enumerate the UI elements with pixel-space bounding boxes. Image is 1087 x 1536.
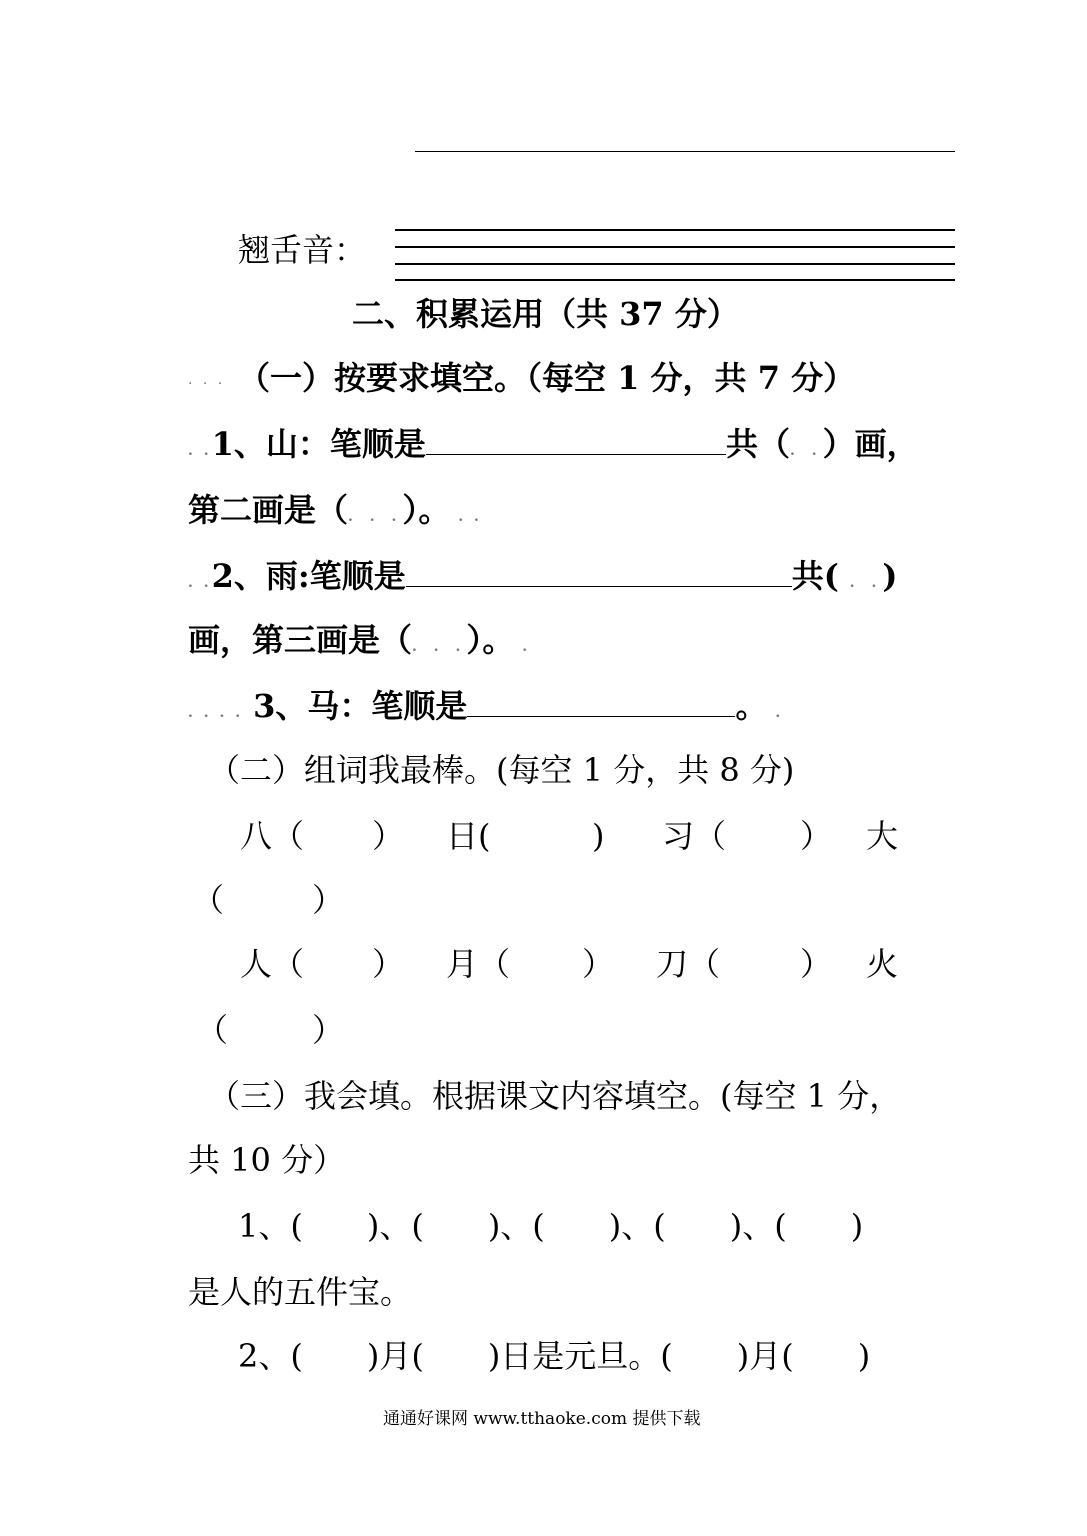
top-rule	[415, 151, 955, 152]
word-row-2-a: 人（	[240, 945, 305, 983]
word-row-1-f: ）	[800, 817, 833, 855]
question-1-line-2	[188, 490, 482, 537]
part3-q1: 1、( )、( )、( )、( )、( )	[238, 1207, 864, 1245]
word-row-1-a: 八（	[240, 817, 305, 855]
question-2-line-2	[188, 620, 530, 667]
part2-heading: （二）组词我最棒。(每空 1 分，共 8 分)	[208, 751, 795, 789]
answer-line-2	[395, 246, 955, 248]
q1-num: 1、	[211, 425, 266, 463]
q3-char: 马：	[307, 687, 372, 725]
q1-line2b: ）。	[402, 491, 451, 529]
word-row-2-c: 月（	[446, 945, 511, 983]
q1-char: 山：	[265, 425, 330, 463]
word-row-2b-open: （	[196, 1011, 229, 1049]
dots: . .	[450, 509, 482, 525]
question-3	[188, 686, 783, 733]
stroke-order-blank[interactable]	[426, 424, 726, 455]
q2-char: 雨:	[265, 557, 310, 595]
q1-prefix: 笔顺是	[329, 425, 426, 463]
word-row-2-e: 刀（	[656, 945, 721, 983]
q2-prefix: 笔顺是	[309, 557, 406, 595]
part3-heading-cont: 共 10 分）	[188, 1141, 346, 1179]
dots: . .	[188, 443, 212, 459]
word-row-1-c: 日(	[446, 817, 491, 855]
stroke-order-blank[interactable]	[406, 556, 792, 587]
q3-num: 3、	[253, 687, 308, 725]
part1-heading: （一）按要求填空。（每空 1 分，共 7 分）	[238, 359, 856, 397]
word-row-1-g: 大	[866, 817, 899, 855]
part3-heading: （三）我会填。根据课文内容填空。(每空 1 分，	[208, 1077, 902, 1115]
q1-line2a: 第二画是（	[188, 491, 349, 529]
q3-end: 。	[735, 687, 768, 725]
dots: . . .	[412, 639, 467, 655]
footer-credit: 通通好课网 www.tthaoke.com 提供下载	[383, 1409, 701, 1429]
part3-q2: 2、( )月( )日是元旦。( )月( )	[238, 1337, 871, 1375]
dots: .	[514, 639, 531, 655]
section-title: 二、积累运用（共 37 分）	[352, 295, 739, 333]
q2-line2b: ）。	[466, 621, 515, 659]
q2-num: 2、	[211, 557, 266, 595]
word-row-2-b: ）	[372, 945, 405, 983]
q2-mid: 共(	[791, 557, 839, 595]
dots: . .	[188, 575, 212, 591]
word-row-1b-close: ）	[312, 881, 345, 919]
dots: . . .	[348, 509, 403, 525]
question-2-line-1	[188, 556, 898, 603]
q2-line2a: 画，第三画是（	[188, 621, 413, 659]
answer-line-1	[395, 229, 955, 231]
dots: . . .	[188, 372, 226, 388]
q2-end: )	[882, 557, 898, 595]
dots: . .	[838, 575, 883, 591]
question-1-line-1	[188, 424, 919, 471]
word-row-2-d: ）	[582, 945, 615, 983]
word-row-2b-close: ）	[312, 1011, 345, 1049]
word-row-2-g: 火	[866, 945, 899, 983]
word-row-1-d: )	[592, 817, 605, 855]
stroke-order-blank[interactable]	[467, 686, 735, 717]
q3-prefix: 笔顺是	[371, 687, 468, 725]
word-row-1-b: ）	[372, 817, 405, 855]
word-row-1b-open: （	[192, 881, 225, 919]
q1-end: ）画，	[822, 425, 919, 463]
q1-mid: 共（	[725, 425, 790, 463]
word-row-2-f: ）	[800, 945, 833, 983]
part3-q1-cont: 是人的五件宝。	[188, 1273, 413, 1311]
dots: . . . .	[188, 705, 244, 721]
dots: .	[767, 705, 784, 721]
retroflex-label: 翘舌音：	[238, 231, 367, 269]
answer-line-4	[395, 279, 955, 281]
dots: . .	[789, 443, 823, 459]
word-row-1-e: 习（	[662, 817, 727, 855]
answer-line-3	[395, 263, 955, 265]
